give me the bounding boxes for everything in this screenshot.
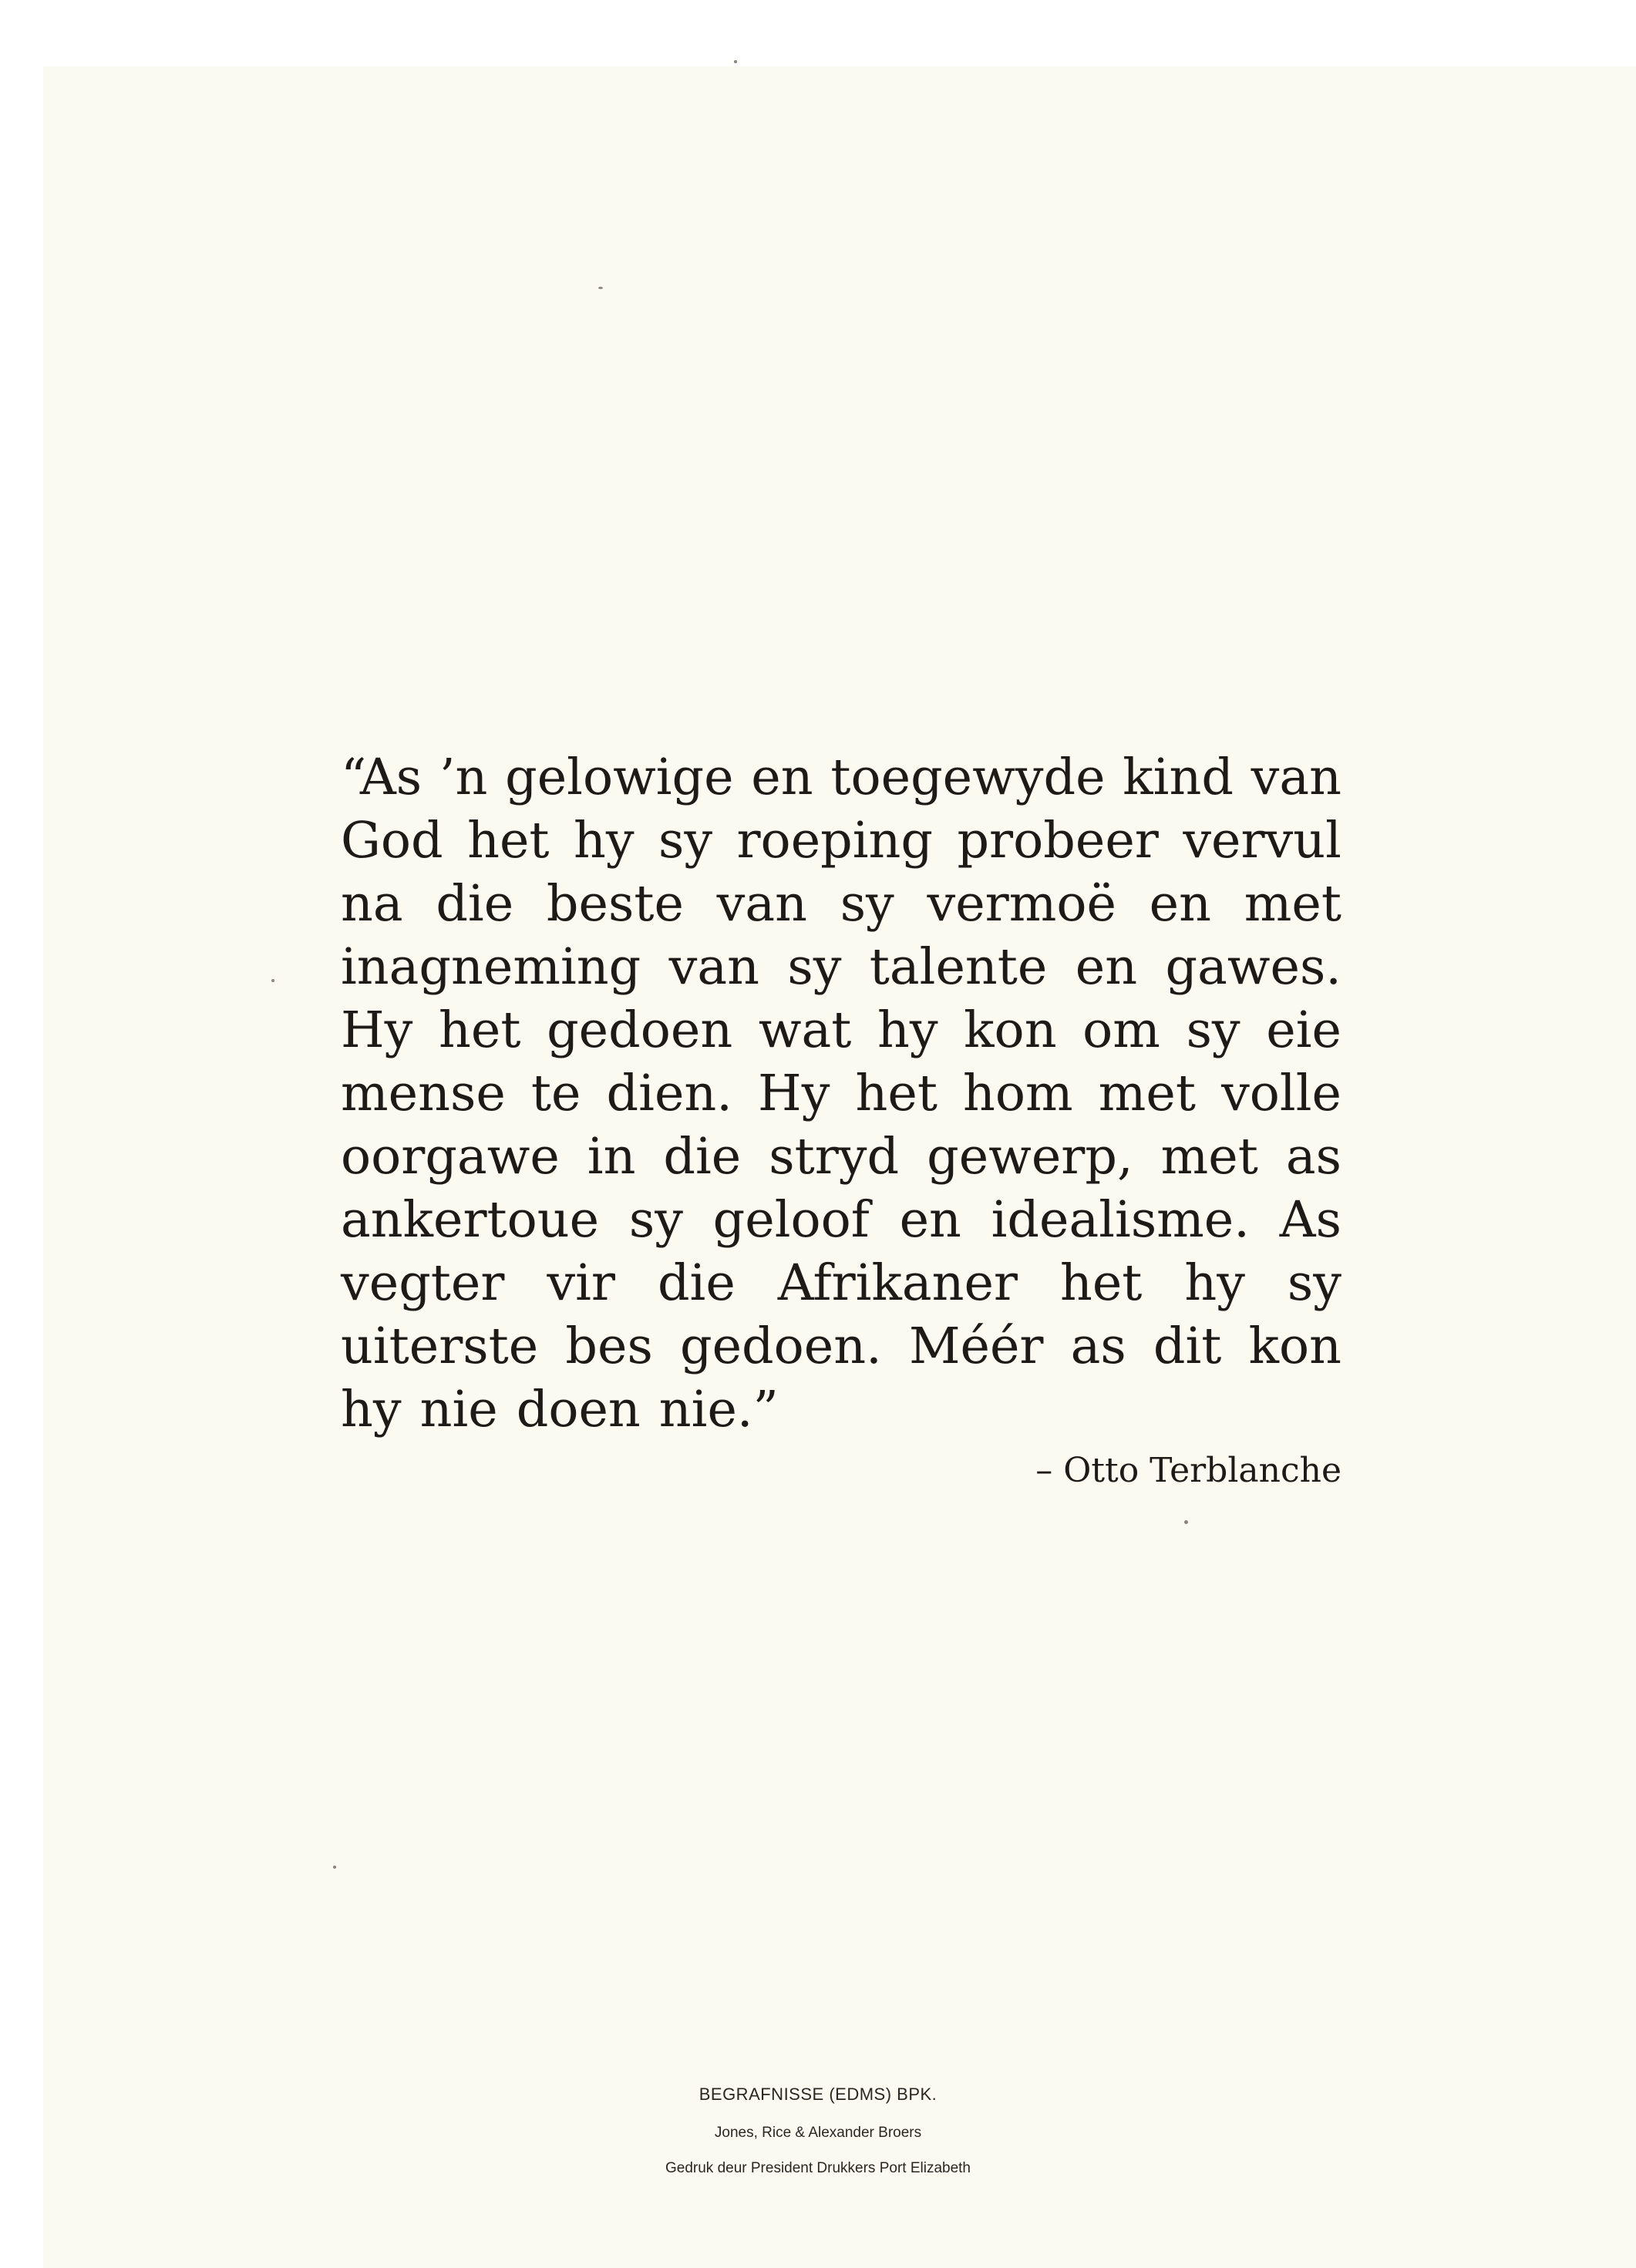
quote-word: in [587, 1128, 636, 1186]
quote-word: oorgawe [341, 1128, 560, 1186]
print-speck [271, 979, 274, 982]
imprint-company: BEGRAFNISSE (EDMS) BPK. [698, 2085, 938, 2104]
quote-word: Méér [908, 1317, 1044, 1375]
quote-word: om [1082, 1001, 1160, 1059]
quote-word: het [855, 1065, 938, 1122]
quote-word: geloof [712, 1191, 870, 1249]
quote-word: hy [1184, 1254, 1245, 1312]
print-speck [1184, 1520, 1188, 1524]
quote-word: sy [628, 1191, 683, 1249]
quote-word: bes [565, 1317, 653, 1375]
quote-word: kind [1123, 749, 1234, 806]
quote-word: met [1160, 1128, 1258, 1186]
quote-word: eie [1266, 1001, 1341, 1059]
quote-word: gawes. [1165, 938, 1341, 996]
quote-line [341, 1252, 1341, 1315]
quote-word: vermoë [927, 875, 1116, 933]
quote-line [341, 746, 1341, 809]
print-speck [598, 287, 603, 289]
quote-line [341, 809, 1341, 873]
quote-word: die [657, 1254, 736, 1312]
quote-word: en [751, 749, 813, 806]
quote-word: sy [840, 875, 894, 933]
quote-word: en [899, 1191, 961, 1249]
quote-word: van [716, 875, 807, 933]
quote-word: hy [341, 1381, 402, 1439]
quote-word: God [341, 812, 443, 870]
quote-word: beste [546, 875, 684, 933]
quote-word: na [341, 875, 403, 933]
quote-word: kon [1248, 1317, 1341, 1375]
quote-word: “As [341, 749, 422, 806]
print-speck [734, 60, 737, 63]
quote-word: sy [1186, 1001, 1240, 1059]
quote-word: hom [963, 1065, 1073, 1122]
quote-word: van [1251, 749, 1341, 806]
quote-word: Afrikaner [777, 1254, 1018, 1312]
quote-word: probeer [957, 812, 1159, 870]
print-speck [333, 1866, 336, 1869]
quote-word: As [1279, 1191, 1341, 1249]
imprint-printer: Gedruk deur President Drukkers Port Elizabeth [665, 2160, 971, 2176]
quote-word: kon [964, 1001, 1057, 1059]
quote-word: sy [1287, 1254, 1341, 1312]
quote-word: dien. [606, 1065, 732, 1122]
quote-word: die [436, 875, 514, 933]
quote-word: gewerp, [927, 1128, 1133, 1186]
quote-word: vegter [341, 1254, 505, 1312]
quote-word: wat [758, 1001, 852, 1059]
imprint-firm: Jones, Rice & Alexander Broers [714, 2125, 922, 2141]
quote-word: te [530, 1065, 581, 1122]
quote-word: het [1059, 1254, 1143, 1312]
quote-line [341, 873, 1341, 936]
quote-word: gedoen [547, 1001, 733, 1059]
quote-line [341, 1062, 1341, 1126]
quote-word: en [1075, 938, 1138, 996]
quote-word: doen [516, 1381, 641, 1439]
quote-word: volle [1221, 1065, 1341, 1122]
quote-word: nie.” [658, 1381, 779, 1439]
quote-word: ’n [439, 749, 488, 806]
quote-word: en [1149, 875, 1212, 933]
quote-word: toegewyde [830, 749, 1106, 806]
quote-word: sy [658, 812, 713, 870]
quote-word: gedoen. [679, 1317, 882, 1375]
quote-word: gelowige [505, 749, 734, 806]
quote-word: het [467, 812, 550, 870]
quote-word: uiterste [341, 1317, 539, 1375]
quote-line [341, 1315, 1341, 1378]
quote-word: idealisme. [991, 1191, 1250, 1249]
quote-line [341, 1378, 1341, 1442]
quote-word: dit [1153, 1317, 1222, 1375]
quote-word: hy [877, 1001, 938, 1059]
quote-word: vir [547, 1254, 615, 1312]
quote-word: talente [869, 938, 1048, 996]
quote-word: stryd [769, 1128, 900, 1186]
quote-block [341, 746, 1341, 1442]
quote-word: met [1244, 875, 1341, 933]
quote-word: nie [419, 1381, 498, 1439]
quote-word: het [439, 1001, 521, 1059]
quote-word: hy [573, 812, 635, 870]
quote-line [341, 999, 1341, 1062]
quote-word: vervul [1183, 812, 1341, 870]
quote-word: met [1098, 1065, 1196, 1122]
quote-word: as [1285, 1128, 1341, 1186]
quote-word: die [663, 1128, 742, 1186]
quote-line [341, 1189, 1341, 1252]
quote-line [341, 936, 1341, 999]
quote-word: ankertoue [341, 1191, 600, 1249]
quote-attribution: – Otto Terblanche [1035, 1451, 1341, 1490]
quote-word: as [1070, 1317, 1126, 1375]
quote-word: inagneming [341, 938, 641, 996]
quote-word: Hy [341, 1001, 413, 1059]
quote-word: Hy [758, 1065, 830, 1122]
quote-word: roeping [736, 812, 934, 870]
quote-word: sy [787, 938, 842, 996]
quote-line [341, 1126, 1341, 1189]
quote-word: van [668, 938, 759, 996]
quote-word: mense [341, 1065, 506, 1122]
